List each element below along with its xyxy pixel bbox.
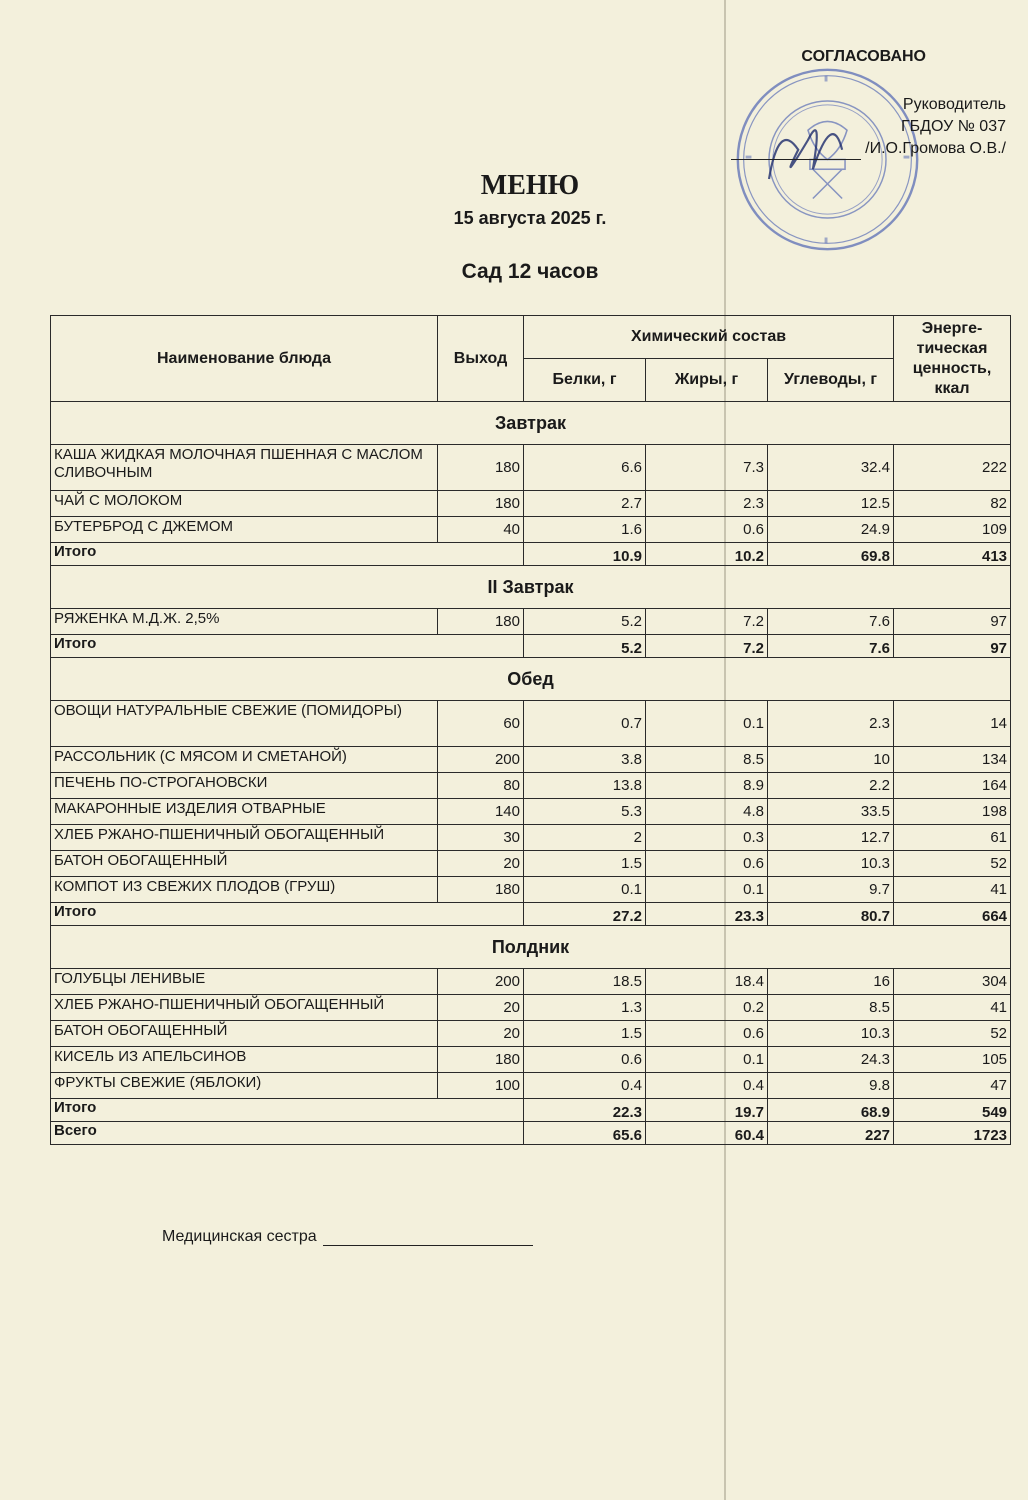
total-protein: 10.9 [524, 543, 646, 566]
dish-name: РАССОЛЬНИК (С МЯСОМ И СМЕТАНОЙ) [51, 747, 438, 773]
dish-yield: 30 [438, 825, 524, 851]
total-carbs: 80.7 [768, 903, 894, 926]
dish-protein: 13.8 [524, 773, 646, 799]
total-energy: 97 [894, 635, 1011, 658]
dish-name: ГОЛУБЦЫ ЛЕНИВЫЕ [51, 969, 438, 995]
menu-date: 15 августа 2025 г. [453, 208, 607, 228]
dish-name: РЯЖЕНКА М.Д.Ж. 2,5% [51, 609, 438, 635]
dish-name: ХЛЕБ РЖАНО-ПШЕНИЧНЫЙ ОБОГАЩЕННЫЙ [51, 825, 438, 851]
dish-yield: 20 [438, 995, 524, 1021]
dish-carbs: 8.5 [768, 995, 894, 1021]
dish-name: КАША ЖИДКАЯ МОЛОЧНАЯ ПШЕННАЯ С МАСЛОМ СЛИВОЧНЫМ [51, 445, 438, 491]
dish-yield: 200 [438, 747, 524, 773]
energy-header-line: ценность, [912, 359, 992, 377]
dish-yield: 100 [438, 1073, 524, 1099]
table-row [51, 1047, 1011, 1073]
total-label: Итого [51, 543, 524, 566]
dish-energy: 14 [894, 701, 1011, 747]
table-row [51, 445, 1011, 491]
table-row [51, 773, 1011, 799]
dish-energy: 304 [894, 969, 1011, 995]
table-row [51, 609, 1011, 635]
col-header-chem: Химический состав [524, 316, 894, 359]
dish-energy: 41 [894, 995, 1011, 1021]
approval-block [731, 46, 1006, 160]
dish-fat: 0.1 [646, 1047, 768, 1073]
dish-fat: 8.5 [646, 747, 768, 773]
dish-protein: 5.2 [524, 609, 646, 635]
dish-fat: 7.3 [646, 445, 768, 491]
col-header-carbs: Углеводы, г [768, 359, 894, 402]
grand-total-label: Всего [51, 1122, 524, 1145]
dish-yield: 180 [438, 1047, 524, 1073]
total-row [51, 1099, 1011, 1122]
dish-protein: 3.8 [524, 747, 646, 773]
dish-protein: 0.4 [524, 1073, 646, 1099]
total-energy: 413 [894, 543, 1011, 566]
dish-fat: 0.6 [646, 851, 768, 877]
dish-fat: 0.6 [646, 1021, 768, 1047]
dish-protein: 0.7 [524, 701, 646, 747]
total-carbs: 7.6 [768, 635, 894, 658]
table-row [51, 491, 1011, 517]
table-row [51, 701, 1011, 747]
dish-fat: 0.4 [646, 1073, 768, 1099]
total-carbs: 68.9 [768, 1099, 894, 1122]
menu-table [50, 315, 1011, 1145]
dish-energy: 109 [894, 517, 1011, 543]
table-row [51, 825, 1011, 851]
dish-protein: 0.6 [524, 1047, 646, 1073]
table-row [51, 1073, 1011, 1099]
dish-energy: 198 [894, 799, 1011, 825]
dish-protein: 1.6 [524, 517, 646, 543]
dish-fat: 7.2 [646, 609, 768, 635]
total-fat: 23.3 [646, 903, 768, 926]
table-row [51, 799, 1011, 825]
total-fat: 19.7 [646, 1099, 768, 1122]
dish-energy: 61 [894, 825, 1011, 851]
dish-fat: 0.1 [646, 877, 768, 903]
dish-protein: 2 [524, 825, 646, 851]
dish-energy: 105 [894, 1047, 1011, 1073]
dish-protein: 5.3 [524, 799, 646, 825]
section-title: Завтрак [51, 402, 1011, 445]
grand-total-energy: 1723 [894, 1122, 1011, 1145]
section-title: Обед [51, 658, 1011, 701]
col-header-name: Наименование блюда [51, 316, 438, 402]
table-row [51, 969, 1011, 995]
grand-total-protein: 65.6 [524, 1122, 646, 1145]
total-row [51, 543, 1011, 566]
total-label: Итого [51, 635, 524, 658]
dish-yield: 40 [438, 517, 524, 543]
dish-name: БУТЕРБРОД С ДЖЕМОМ [51, 517, 438, 543]
menu-subtitle: Сад 12 часов [461, 260, 599, 283]
dish-energy: 97 [894, 609, 1011, 635]
dish-carbs: 10.3 [768, 1021, 894, 1047]
approval-agreed: СОГЛАСОВАНО [801, 48, 926, 65]
dish-fat: 4.8 [646, 799, 768, 825]
table-row [51, 995, 1011, 1021]
total-row [51, 635, 1011, 658]
total-protein: 27.2 [524, 903, 646, 926]
nurse-signature [162, 1227, 533, 1246]
approval-role: Руководитель [902, 96, 1006, 113]
total-protein: 5.2 [524, 635, 646, 658]
total-carbs: 69.8 [768, 543, 894, 566]
section-header-row [51, 566, 1011, 609]
dish-yield: 180 [438, 445, 524, 491]
dish-energy: 82 [894, 491, 1011, 517]
menu-table-body [51, 402, 1011, 1145]
dish-energy: 52 [894, 1021, 1011, 1047]
total-label: Итого [51, 1099, 524, 1122]
dish-carbs: 24.3 [768, 1047, 894, 1073]
total-fat: 7.2 [646, 635, 768, 658]
grand-total-fat: 60.4 [646, 1122, 768, 1145]
grand-total-row [51, 1122, 1011, 1145]
col-header-fat: Жиры, г [646, 359, 768, 402]
dish-fat: 2.3 [646, 491, 768, 517]
col-header-yield: Выход [438, 316, 524, 402]
dish-carbs: 16 [768, 969, 894, 995]
total-fat: 10.2 [646, 543, 768, 566]
dish-fat: 0.1 [646, 701, 768, 747]
dish-yield: 200 [438, 969, 524, 995]
dish-carbs: 9.8 [768, 1073, 894, 1099]
energy-header-line: тическая [916, 339, 988, 357]
energy-header-line: ккал [934, 379, 970, 397]
dish-yield: 80 [438, 773, 524, 799]
section-header-row [51, 658, 1011, 701]
approval-signer: /И.О.Громова О.В./ [865, 140, 1006, 157]
col-header-protein: Белки, г [524, 359, 646, 402]
dish-name: БАТОН ОБОГАЩЕННЫЙ [51, 1021, 438, 1047]
dish-protein: 0.1 [524, 877, 646, 903]
dish-fat: 0.3 [646, 825, 768, 851]
dish-carbs: 2.2 [768, 773, 894, 799]
approval-org: ГБДОУ № 037 [900, 118, 1006, 135]
dish-yield: 20 [438, 851, 524, 877]
grand-total-carbs: 227 [768, 1122, 894, 1145]
dish-yield: 20 [438, 1021, 524, 1047]
total-energy: 664 [894, 903, 1011, 926]
dish-energy: 47 [894, 1073, 1011, 1099]
dish-carbs: 10 [768, 747, 894, 773]
dish-carbs: 33.5 [768, 799, 894, 825]
dish-protein: 18.5 [524, 969, 646, 995]
dish-protein: 2.7 [524, 491, 646, 517]
dish-protein: 1.5 [524, 1021, 646, 1047]
dish-energy: 41 [894, 877, 1011, 903]
dish-carbs: 2.3 [768, 701, 894, 747]
dish-name: ОВОЩИ НАТУРАЛЬНЫЕ СВЕЖИЕ (ПОМИДОРЫ) [51, 701, 438, 747]
col-header-energy [894, 316, 1011, 402]
dish-name: КОМПОТ ИЗ СВЕЖИХ ПЛОДОВ (ГРУШ) [51, 877, 438, 903]
dish-fat: 8.9 [646, 773, 768, 799]
dish-carbs: 12.7 [768, 825, 894, 851]
dish-carbs: 32.4 [768, 445, 894, 491]
total-row [51, 903, 1011, 926]
dish-name: ФРУКТЫ СВЕЖИЕ (ЯБЛОКИ) [51, 1073, 438, 1099]
dish-yield: 60 [438, 701, 524, 747]
section-header-row [51, 402, 1011, 445]
dish-carbs: 10.3 [768, 851, 894, 877]
table-row [51, 851, 1011, 877]
dish-yield: 180 [438, 609, 524, 635]
total-label: Итого [51, 903, 524, 926]
section-title: Полдник [51, 926, 1011, 969]
nurse-signature-line [323, 1227, 533, 1246]
approval-signer-row [731, 138, 1006, 160]
dish-protein: 6.6 [524, 445, 646, 491]
total-energy: 549 [894, 1099, 1011, 1122]
dish-carbs: 24.9 [768, 517, 894, 543]
dish-energy: 164 [894, 773, 1011, 799]
dish-energy: 222 [894, 445, 1011, 491]
dish-fat: 18.4 [646, 969, 768, 995]
table-row [51, 747, 1011, 773]
table-row [51, 1021, 1011, 1047]
section-title: II Завтрак [51, 566, 1011, 609]
dish-name: ЧАЙ С МОЛОКОМ [51, 491, 438, 517]
nurse-label: Медицинская сестра [162, 1228, 317, 1245]
dish-yield: 140 [438, 799, 524, 825]
total-protein: 22.3 [524, 1099, 646, 1122]
energy-header-line: Энерге- [921, 319, 983, 337]
page-title: МЕНЮ [480, 170, 580, 201]
dish-fat: 0.6 [646, 517, 768, 543]
dish-name: КИСЕЛЬ ИЗ АПЕЛЬСИНОВ [51, 1047, 438, 1073]
dish-carbs: 9.7 [768, 877, 894, 903]
dish-protein: 1.5 [524, 851, 646, 877]
table-row [51, 517, 1011, 543]
dish-energy: 52 [894, 851, 1011, 877]
dish-name: ПЕЧЕНЬ ПО-СТРОГАНОВСКИ [51, 773, 438, 799]
dish-protein: 1.3 [524, 995, 646, 1021]
dish-name: МАКАРОННЫЕ ИЗДЕЛИЯ ОТВАРНЫЕ [51, 799, 438, 825]
dish-yield: 180 [438, 491, 524, 517]
dish-energy: 134 [894, 747, 1011, 773]
table-row [51, 877, 1011, 903]
dish-fat: 0.2 [646, 995, 768, 1021]
dish-yield: 180 [438, 877, 524, 903]
section-header-row [51, 926, 1011, 969]
dish-carbs: 7.6 [768, 609, 894, 635]
dish-name: БАТОН ОБОГАЩЕННЫЙ [51, 851, 438, 877]
signature-line [731, 159, 861, 160]
dish-carbs: 12.5 [768, 491, 894, 517]
dish-name: ХЛЕБ РЖАНО-ПШЕНИЧНЫЙ ОБОГАЩЕННЫЙ [51, 995, 438, 1021]
